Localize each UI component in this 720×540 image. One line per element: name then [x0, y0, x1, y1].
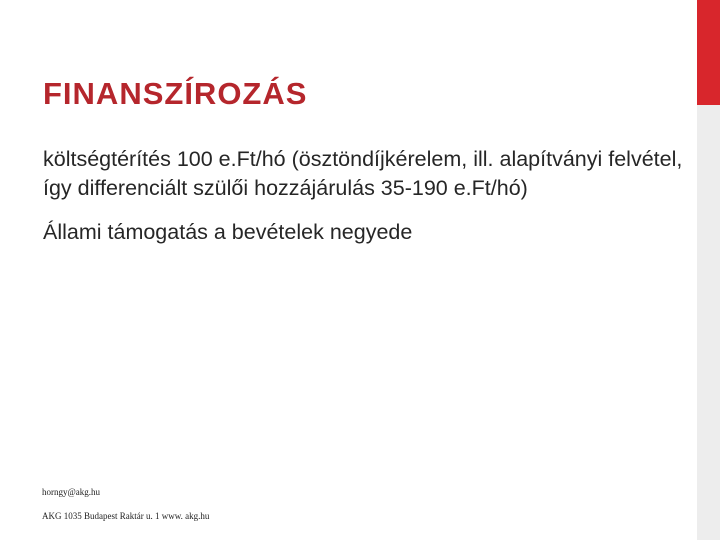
slide-footer: [42, 487, 209, 521]
side-bar-accent: [697, 0, 720, 105]
slide-title: FINANSZÍROZÁS: [43, 76, 308, 111]
slide-body: [43, 145, 683, 247]
footer-address: AKG 1035 Budapest Raktár u. 1 www. akg.hu: [42, 511, 210, 521]
side-bar: [697, 0, 720, 540]
footer-email: horngy@akg.hu: [42, 487, 101, 497]
bullet-text: költségtérítés 100 e.Ft/hó (ösztöndíjkérelem, ill. alapítványi felvétel, így differenciált szülői hozzájárulás 35-190 e.Ft/hó): [43, 147, 683, 200]
bullet-text: Állami támogatás a bevételek negyede: [43, 220, 413, 244]
